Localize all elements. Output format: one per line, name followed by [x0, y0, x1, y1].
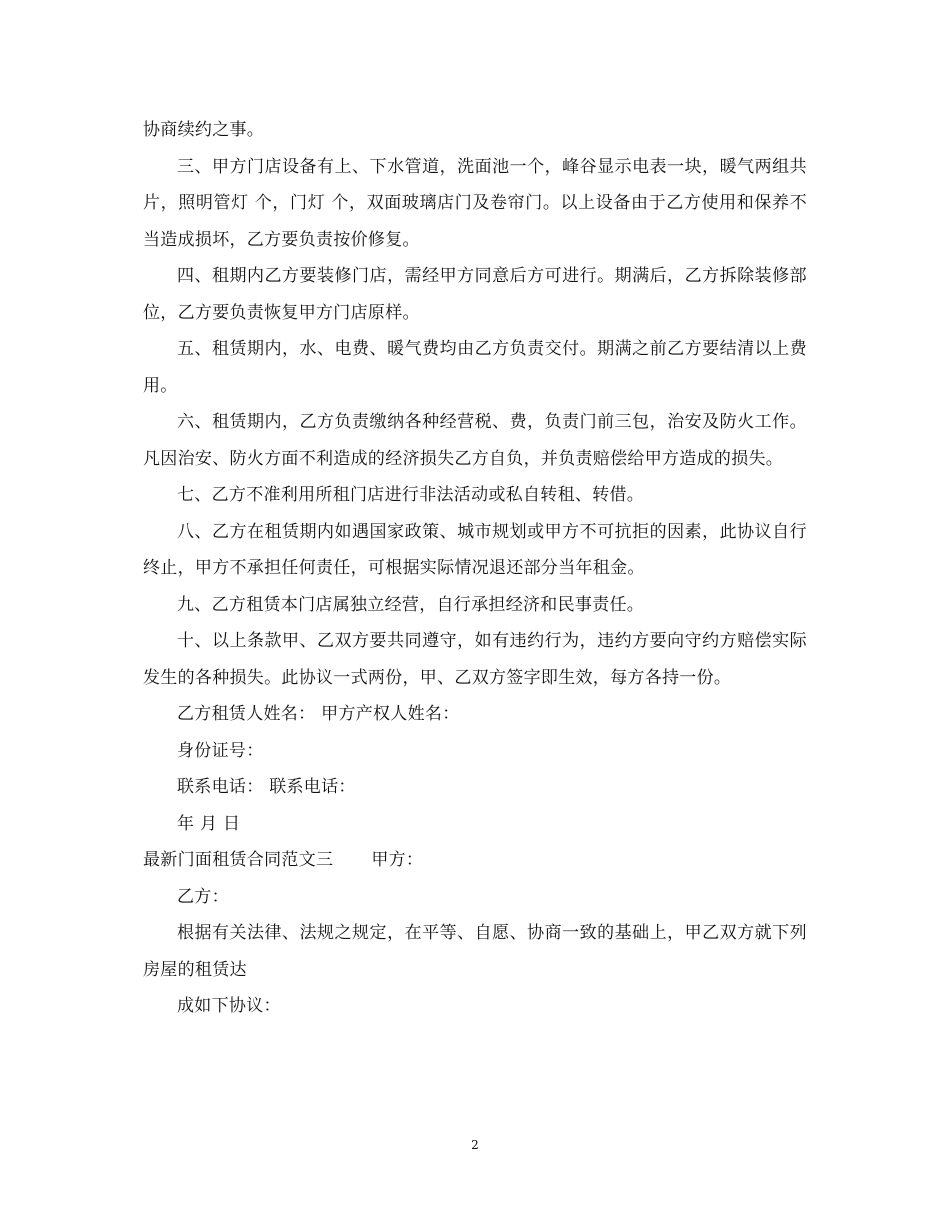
- phone-line: 联系电话： 联系电话：: [177, 777, 356, 797]
- party-a-label: 甲方：: [371, 850, 424, 870]
- signature-names-line: 乙方租赁人姓名： 甲方产权人姓名：: [177, 704, 460, 724]
- section-title: 最新门面租赁合同范文三: [143, 850, 334, 870]
- section-heading: [143, 842, 807, 879]
- paragraph-continuation: 协商续约之事。: [143, 120, 265, 140]
- id-number-line: 身份证号：: [177, 740, 264, 761]
- clause-6: 六、租赁期内，乙方负责缴纳各种经营税、费，负责门前三包，治安及防火工作。凡因治安、防火方面不利造成的经济损失乙方自负，并负责赔偿给甲方造成的损失。: [143, 412, 807, 469]
- clause-4: 四、租期内乙方要装修门店，需经甲方同意后方可进行。期满后，乙方拆除装修部位，乙方要负责恢复甲方门店原样。: [143, 266, 807, 323]
- clause-9: 九、乙方租赁本门店属独立经营，自行承担经济和民事责任。: [177, 594, 645, 615]
- clause-10: 十、以上条款甲、乙双方要共同遵守，如有违约行为，违约方要向守约方赔偿实际发生的各种损失。此协议一式两份，甲、乙双方签字即生效，每方各持一份。: [143, 631, 807, 688]
- clause-7: 七、乙方不准利用所租门店进行非法活动或私自转租、转借。: [177, 485, 645, 505]
- clause-5: 五、租赁期内，水、电费、暖气费均由乙方负责交付。期满之前乙方要结清以上费用。: [143, 339, 807, 396]
- clause-8: 八、乙方在租赁期内如遇国家政策、城市规划或甲方不可抗拒的因素，此协议自行终止，甲方不承担任何责任，可根据实际情况退还部分当年租金。: [143, 521, 807, 578]
- document-body: [143, 112, 807, 1025]
- date-line: 年 月 日: [177, 813, 241, 834]
- page-number: 2: [471, 1138, 479, 1152]
- agreement-intro: 成如下协议：: [177, 996, 281, 1016]
- party-b-label: 乙方：: [177, 886, 229, 907]
- clause-3: 三、甲方门店设备有上、下水管道，洗面池一个，峰谷显示电表一块，暖气两组共 片，照明管灯 个，门灯 个，双面玻璃店门及卷帘门。以上设备由于乙方使用和保养不当造成损坏，乙方要负责按价修复。: [143, 156, 807, 250]
- preamble-paragraph: 根据有关法律、法规之规定，在平等、自愿、协商一致的基础上，甲乙双方就下列房屋的租赁达: [143, 923, 807, 980]
